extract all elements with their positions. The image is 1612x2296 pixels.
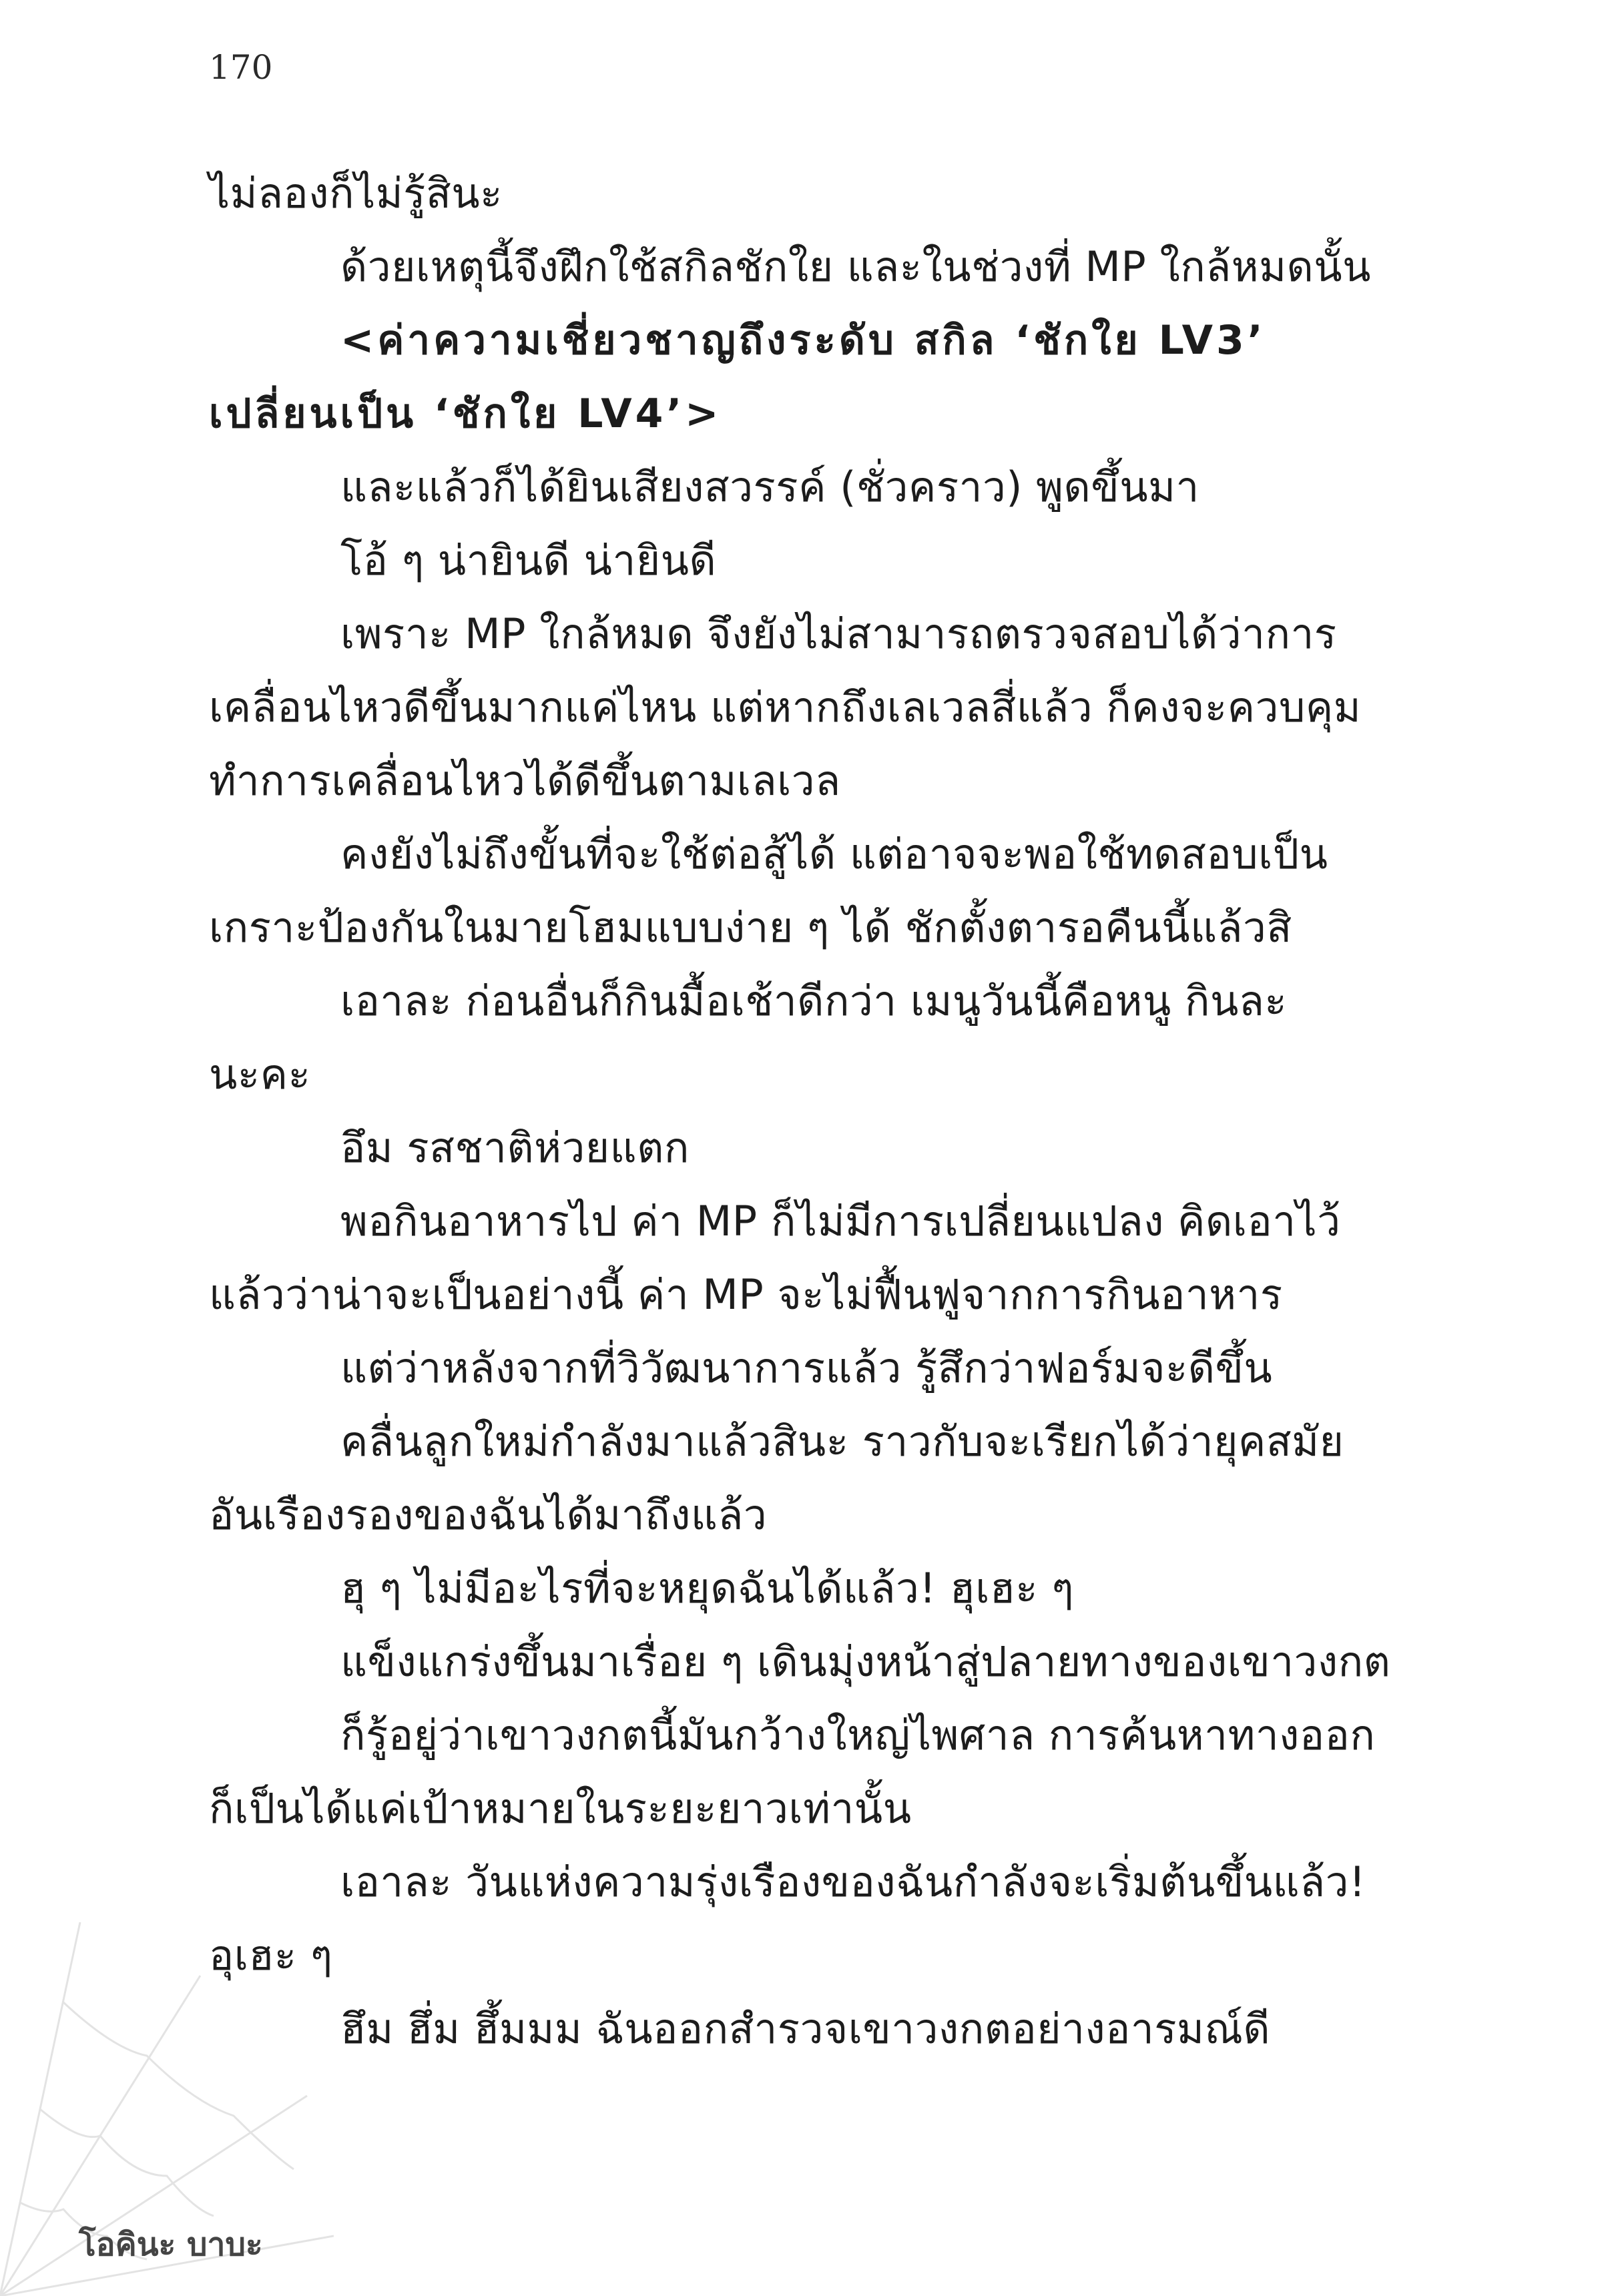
text-line: แต่ว่าหลังจากที่วิวัฒนาการแล้ว รู้สึกว่าฟอร์มจะดีขึ้น	[340, 1344, 1273, 1392]
text-line: เกราะป้องกันในมายโฮมแบบง่าย ๆ ได้ ชักตั้งตารอคืนนี้แล้วสิ	[209, 903, 1292, 952]
system-message-line: เปลี่ยนเป็น ‘ชักใย LV4’>	[209, 390, 722, 437]
author-footer: โอคินะ บาบะ	[79, 2226, 263, 2263]
text-line: แข็งแกร่งขึ้นมาเรื่อย ๆ เดินมุ่งหน้าสู่ปลายทางของเขาวงกต	[340, 1637, 1391, 1686]
text-line: พอกินอาหารไป ค่า MP ก็ไม่มีการเปลี่ยนแปลง คิดเอาไว้	[340, 1197, 1341, 1245]
text-line: คลื่นลูกใหม่กำลังมาแล้วสินะ ราวกับจะเรียกได้ว่ายุคสมัย	[340, 1417, 1344, 1466]
text-line: ทำการเคลื่อนไหวได้ดีขึ้นตามเลเวล	[209, 756, 841, 805]
text-line: และแล้วก็ได้ยินเสียงสวรรค์ (ชั่วคราว) พูดขึ้นมา	[340, 463, 1199, 511]
text-line: ฮึม ฮึ่ม ฮึ้มมม ฉันออกสำรวจเขาวงกตอย่างอารมณ์ดี	[340, 2004, 1271, 2053]
text-line: อันเรืองรองของฉันได้มาถึงแล้ว	[209, 1490, 768, 1539]
text-line: เอาละ ก่อนอื่นก็กินมื้อเช้าดีกว่า เมนูวันนี้คือหนู กินละ	[340, 976, 1288, 1025]
body-text	[209, 157, 1404, 2066]
text-line: โอ้ ๆ น่ายินดี น่ายินดี	[340, 536, 717, 585]
text-line: อึม รสชาติห่วยแตก	[340, 1123, 690, 1172]
text-line: คงยังไม่ถึงขั้นที่จะใช้ต่อสู้ได้ แต่อาจจะพอใช้ทดสอบเป็น	[340, 830, 1328, 878]
text-line: ฮุ ๆ ไม่มีอะไรที่จะหยุดฉันได้แล้ว! ฮุเฮะ ๆ	[340, 1564, 1075, 1613]
text-line: ก็รู้อยู่ว่าเขาวงกตนี้มันกว้างใหญ่ไพศาล การค้นหาทางออก	[340, 1711, 1376, 1759]
text-line: แล้วว่าน่าจะเป็นอย่างนี้ ค่า MP จะไม่ฟื้นฟูจากการกินอาหาร	[209, 1270, 1283, 1319]
text-line: นะคะ	[209, 1050, 311, 1099]
system-message-line: <ค่าความเชี่ยวชาญถึงระดับ สกิล ‘ชักใย LV3’	[340, 317, 1266, 364]
text-line: ไม่ลองก็ไม่รู้สินะ	[209, 169, 503, 218]
text-line: เพราะ MP ใกล้หมด จึงยังไม่สามารถตรวจสอบได้ว่าการ	[340, 609, 1337, 658]
text-line: อุเฮะ ๆ	[209, 1931, 333, 1980]
text-line: เอาละ วันแห่งความรุ่งเรืองของฉันกำลังจะเริ่มต้นขึ้นแล้ว!	[340, 1857, 1366, 1906]
text-line: ก็เป็นได้แค่เป้าหมายในระยะยาวเท่านั้น	[209, 1784, 912, 1833]
text-line: เคลื่อนไหวดีขึ้นมากแค่ไหน แต่หากถึงเลเวลสี่แล้ว ก็คงจะควบคุม	[209, 683, 1362, 732]
text-line: ด้วยเหตุนี้จึงฝึกใช้สกิลชักใย และในช่วงที่ MP ใกล้หมดนั้น	[340, 242, 1372, 291]
page-number: 170	[209, 48, 273, 87]
